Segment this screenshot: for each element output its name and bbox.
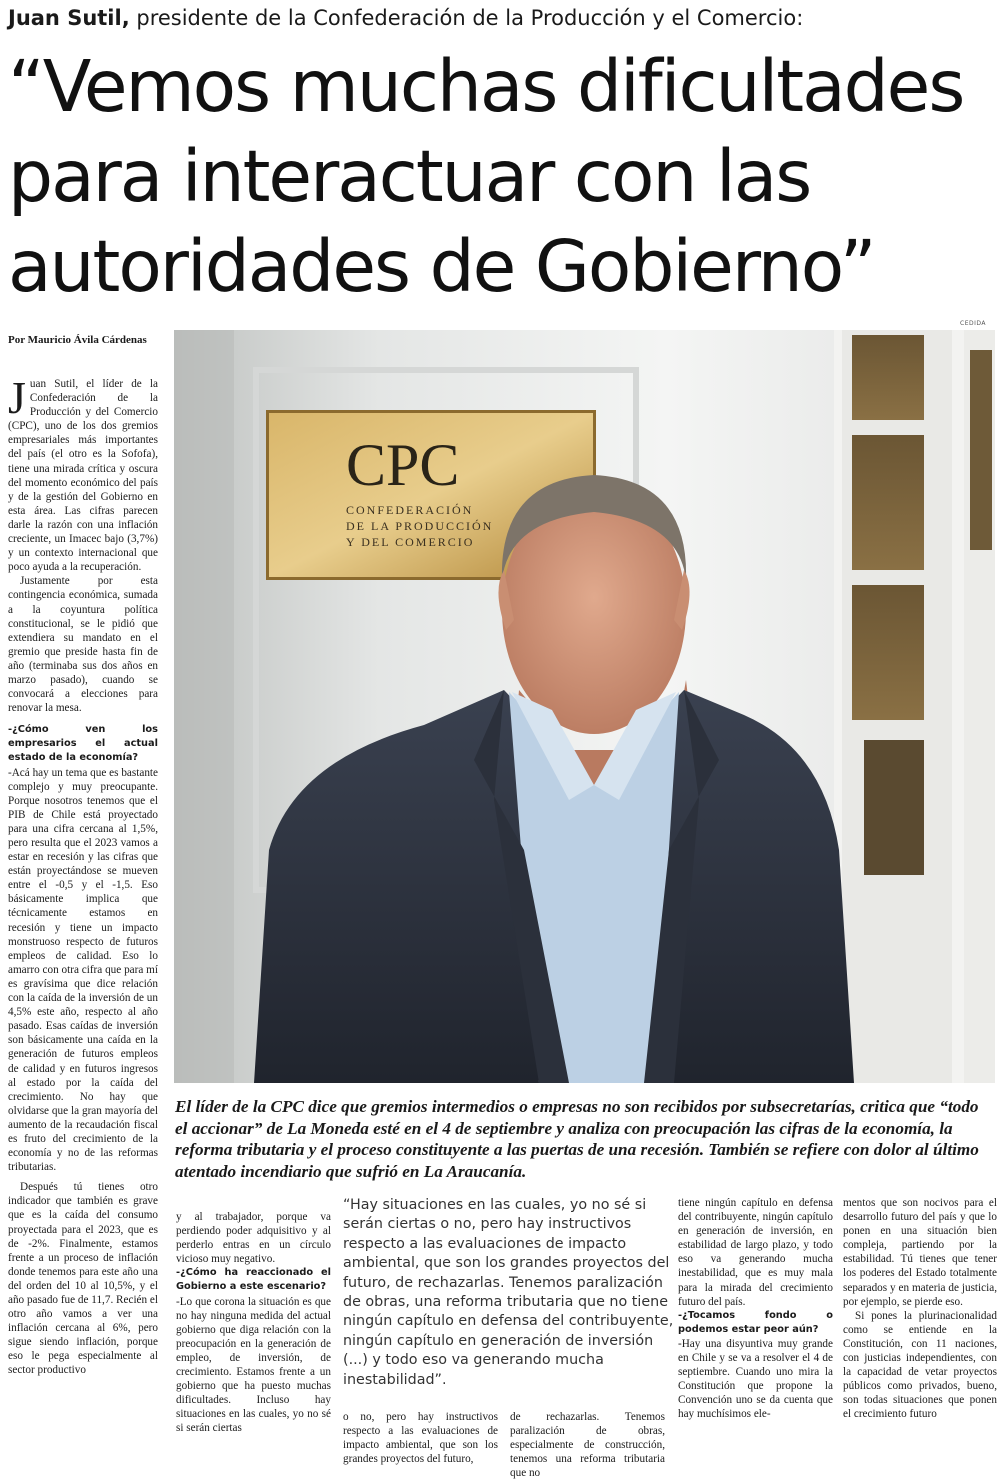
pull-quote: “Hay situaciones en las cuales, yo no sé si serán ciertas o no, pero hay instructivos respecto a las evaluaciones de impacto ambiental, que son los grandes proyectos del futuro, de rechazarlas. Tenemos paralización de obras, una reforma tributaria que no tiene ningún capítulo en defensa del contribuyente, ningún capítulo en generación de inversión (...) y todo eso va generando mucha inestabilidad”. bbox=[343, 1197, 674, 1388]
article-kicker bbox=[8, 4, 993, 32]
paragraph: y al trabajador, porque va perdiendo poder adquisitivo y al perderlo entras en un círculo vicioso muy negativo. bbox=[176, 1211, 331, 1266]
kicker-role: presidente de la Confederación de la Producción y el Comercio: bbox=[129, 6, 804, 30]
paragraph: mentos que son nocivos para el desarrollo futuro del país y que lo ponen en una situación bien compleja, partiendo por la estabilidad. Tú tienes que tener los poderes del Estado totalmente separados y en materia de justicia, por ejemplo, se pierde eso. bbox=[843, 1197, 997, 1308]
article-column-2 bbox=[176, 1210, 331, 1436]
paragraph: -Hay una disyuntiva muy grande en Chile y se va a resolver el 4 de septiembre. Cuando uno mira la Constitución que propone la Convención uno se da cuenta que hay muchísimos ele- bbox=[678, 1337, 833, 1421]
interview-question: -¿Cómo ha reaccionado el Gobierno a este escenario? bbox=[176, 1267, 331, 1293]
drop-cap: J bbox=[8, 372, 26, 423]
article-photo bbox=[174, 330, 995, 1083]
article-column-4: de rechazarlas. Tenemos paralización de obras, especialmente de construcción, tenemos una reforma tributaria que no bbox=[510, 1411, 665, 1480]
paragraph: tiene ningún capítulo en defensa del contribuyente, ningún capítulo en generación de inversión, en estabilidad de largo plazo, y todo eso va generando mucha inestabilidad, que es muy mala para la mirada del crecimiento futuro del país. bbox=[678, 1197, 833, 1308]
plaque-logo: CPC bbox=[346, 432, 460, 498]
interview-question: -¿Cómo ven los empresarios el actual estado de la economía? bbox=[8, 724, 158, 764]
byline: Por Mauricio Ávila Cárdenas bbox=[8, 334, 147, 346]
article-headline: “Vemos muchas dificultades para interactuar con las autoridades de Gobierno” bbox=[8, 45, 964, 308]
photo-credit: CEDIDA bbox=[960, 320, 986, 327]
interview-question: -¿Tocamos fondo o podemos estar peor aún? bbox=[678, 1309, 833, 1335]
paragraph: Después tú tienes otro indicador que también es grave que es la caída del consumo proyectada para el 2023, que es de -2%. Finalmente, estamos frente a un proceso de inflación donde tenemos para este año una del orden del 10 al 10,5%, y el año pasado fue de 11,7. Recién el otro año vamos a ver una inflación cercana al 6%, pero sigue siendo inflación, porque eso le pega especialmente al sector productivo bbox=[8, 1181, 158, 1377]
article-column-1 bbox=[8, 372, 158, 1378]
article-lead: El líder de la CPC dice que gremios intermedios o empresas no son recibidos por subsecretarías, critica que “todo el accionar” de La Moneda esté en el 4 de septiembre y analiza con preocupación las cifras de la economía, la reforma tributaria y el proceso constituyente a las puertas de una recesión. También se refiere con dolor al último atentado incendiario que sufrió en La Araucanía. bbox=[175, 1097, 979, 1181]
article-column-6 bbox=[843, 1196, 997, 1422]
paragraph: Si pones la plurinacionalidad como se entiende en la Constitución, con 11 naciones, con justicias independientes, con la capacidad de vetar proyectos públicos como privados, bueno, son todas situaciones que ponen el crecimiento futuro bbox=[843, 1309, 997, 1421]
paragraph: uan Sutil, el líder de la Confederación de la Producción y del Comercio (CPC), uno de los dos gremios empresariales más importantes del país (el otro es la Sofofa), tiene una mirada crítica y oscura del momento económico del país y de la gestión del Gobierno en esta área. Las cifras parecen darle la razón con una inflación creciente, un Imacec bajo (3,7%) y un contexto internacional que poco ayuda a la recuperación. bbox=[8, 378, 158, 574]
plaque-line-3: Y DEL COMERCIO bbox=[346, 535, 475, 549]
paragraph: -Lo que corona la situación es que no hay ninguna medida del actual gobierno que diga relación con la preocupación en la generación de empleo, de inversión, de crecimiento. Estamos frente a un gobierno que ha puesto muchas dificultades. Incluso hay situaciones en las cuales, yo no sé si serán ciertas bbox=[176, 1295, 331, 1435]
kicker-name: Juan Sutil, bbox=[8, 6, 130, 30]
plaque-line-2: DE LA PRODUCCIÓN bbox=[346, 519, 494, 533]
article-column-3: o no, pero hay instructivos respecto a las evaluaciones de impacto ambiental, que son los grandes proyectos del futuro, bbox=[343, 1411, 498, 1466]
plaque-line-1: CONFEDERACIÓN bbox=[346, 503, 474, 517]
article-column-5 bbox=[678, 1196, 833, 1422]
paragraph: -Acá hay un tema que es bastante complejo y muy preocupante. Porque nosotros tenemos que el PIB de Chile está proyectado para una cifra cercana al 1,5%, pero resulta que el 2023 vamos a estar en recesión y las cifras que están proyectándose se mueven entre el -0,5 y el -1,5. Eso básicamente implica que técnicamente estamos en recesión y tiene un impacto monstruoso respecto de futuros empleos de calidad. Eso lo amarro con otra cifra que para mí es gravísima que dice relación con la caída de la inversión de un 4,5% este año, respecto al año pasado. Esas caídas de inversión son básicamente una caída en la generación de futuros empleos de calidad y en futuros ingresos al estado por la caída del crecimiento. No hay que olvidarse que la gran mayoría del aumento de la recaudación fiscal es fruto del crecimiento de la economía y no de las reformas tributarias. bbox=[8, 766, 158, 1174]
paragraph: Justamente por esta contingencia económica, sumada a la coyuntura política constitucional, se le pidió que extendiera su mandato en el gremio que preside hasta fin de año (terminaba sus dos años en marzo pasado), cuando se convocará a elecciones para renovar la mesa. bbox=[8, 575, 158, 715]
